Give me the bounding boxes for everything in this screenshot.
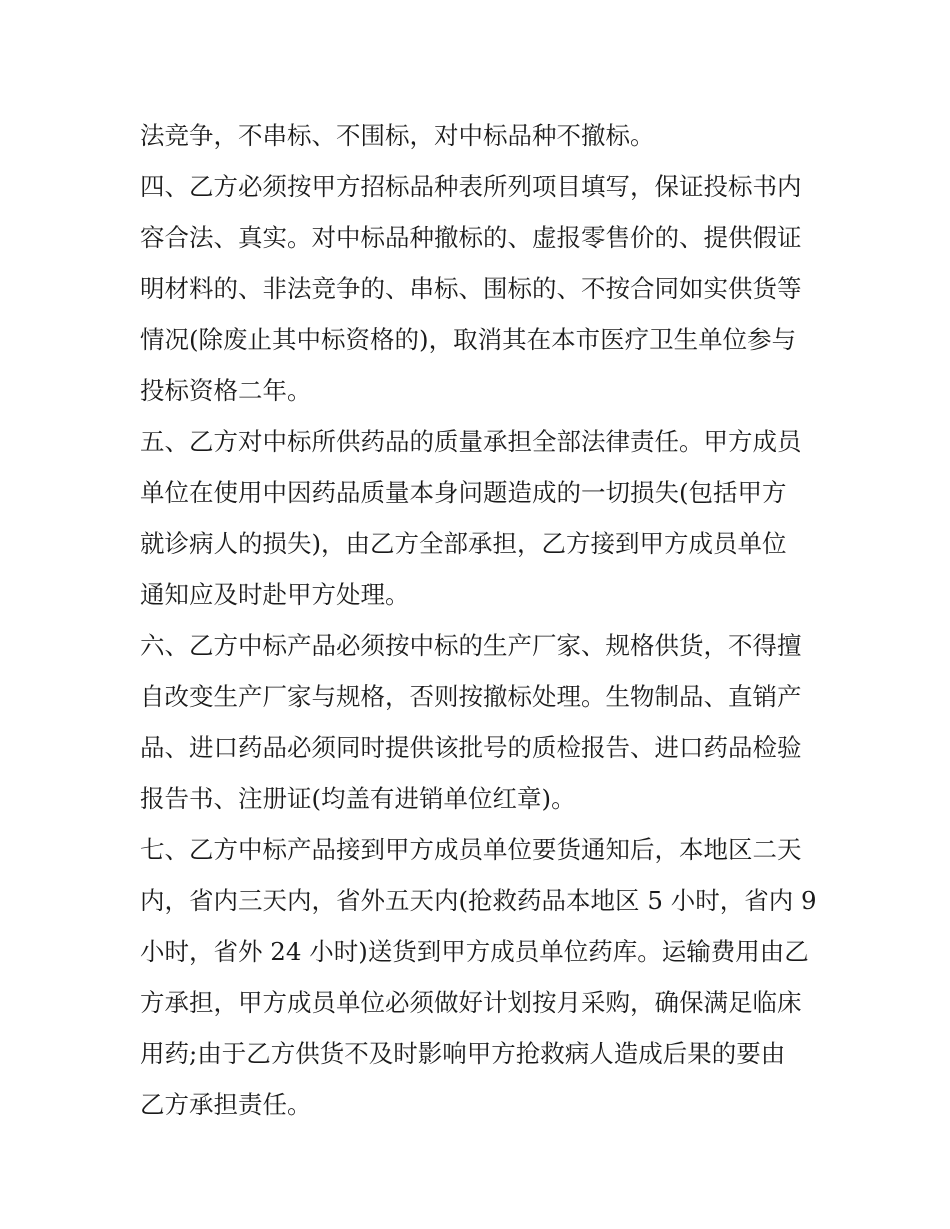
- text-line: 情况(除废止其中标资格的)，取消其在本市医疗卫生单位参与: [140, 325, 797, 354]
- text-line: 法竞争，不串标、不围标，对中标品种不撤标。: [140, 121, 655, 150]
- text-line: 就诊病人的损失)，由乙方全部承担，乙方接到甲方成员单位: [140, 529, 787, 558]
- text-line: 品、进口药品必须同时提供该批号的质检报告、进口药品检验: [140, 733, 802, 762]
- text-line: 小时，省外 24 小时)送货到甲方成员单位药库。运输费用由乙: [140, 937, 809, 966]
- text-line: 容合法、真实。对中标品种撤标的、虚报零售价的、提供假证: [140, 223, 802, 252]
- text-line: 明材料的、非法竞争的、串标、围标的、不按合同如实供货等: [140, 274, 802, 303]
- text-line: 六、乙方中标产品必须按中标的生产厂家、规格供货，不得擅: [140, 631, 802, 660]
- text-line: 投标资格二年。: [140, 376, 312, 405]
- document-page: [140, 110, 817, 1130]
- text-line: 单位在使用中因药品质量本身问题造成的一切损失(包括甲方: [140, 478, 787, 507]
- text-line: 报告书、注册证(均盖有进销单位红章)。: [140, 784, 576, 813]
- text-line: 通知应及时赴甲方处理。: [140, 580, 410, 609]
- text-line: 用药;由于乙方供货不及时影响甲方抢救病人造成后果的要由: [140, 1039, 786, 1068]
- text-line: 方承担，甲方成员单位必须做好计划按月采购，确保满足临床: [140, 988, 802, 1017]
- text-line: 五、乙方对中标所供药品的质量承担全部法律责任。甲方成员: [140, 427, 802, 456]
- text-line: 乙方承担责任。: [140, 1090, 312, 1119]
- text-line: 四、乙方必须按甲方招标品种表所列项目填写，保证投标书内: [140, 172, 802, 201]
- text-line: 七、乙方中标产品接到甲方成员单位要货通知后，本地区二天: [140, 835, 802, 864]
- text-line: 自改变生产厂家与规格，否则按撤标处理。生物制品、直销产: [140, 682, 802, 711]
- text-line: 内，省内三天内，省外五天内(抢救药品本地区 5 小时，省内 9: [140, 886, 817, 915]
